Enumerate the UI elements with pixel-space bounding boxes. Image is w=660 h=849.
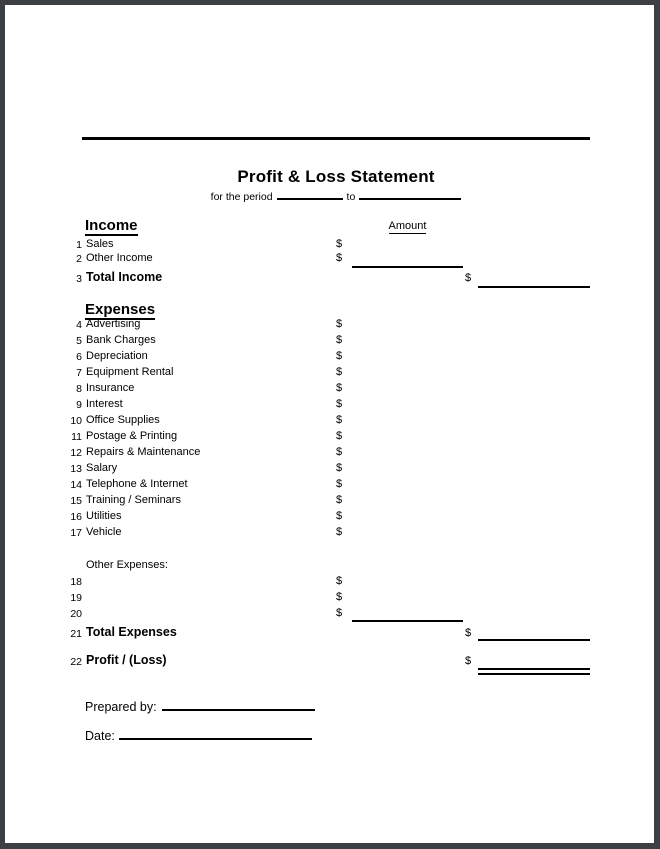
row-number: 10: [70, 415, 82, 427]
row-label: Postage & Printing: [86, 430, 178, 442]
expense-row: [0, 414, 660, 427]
currency-symbol: $: [336, 607, 343, 619]
expense-row: [0, 430, 660, 443]
other-expense-row: [0, 591, 660, 604]
currency-symbol: $: [336, 510, 343, 522]
other-expense-row: [0, 607, 660, 620]
expense-row: [0, 526, 660, 539]
date-blank[interactable]: [119, 726, 312, 740]
currency-symbol: $: [465, 272, 472, 284]
income-subtotal-line[interactable]: [352, 266, 463, 268]
row-label: Vehicle: [86, 526, 122, 538]
row-label: Depreciation: [86, 350, 148, 362]
row-label: Training / Seminars: [86, 494, 181, 506]
currency-symbol: $: [336, 350, 343, 362]
period-connector-label: to: [346, 191, 356, 203]
expense-row: [0, 398, 660, 411]
currency-symbol: $: [336, 366, 343, 378]
expense-row: [0, 366, 660, 379]
row-label: Equipment Rental: [86, 366, 174, 378]
row-label: Total Expenses: [86, 625, 177, 639]
currency-symbol: $: [336, 398, 343, 410]
row-number: 12: [70, 447, 82, 459]
row-number: 15: [70, 495, 82, 507]
expense-row: [0, 446, 660, 459]
row-number: 11: [71, 431, 82, 443]
row-number: 14: [70, 479, 82, 491]
row-number: 17: [70, 527, 82, 539]
row-label: Bank Charges: [86, 334, 156, 346]
expense-subtotal-line[interactable]: [352, 620, 463, 622]
row-label: Salary: [86, 462, 118, 474]
row-label: Advertising: [86, 318, 141, 330]
row-label: Insurance: [86, 382, 135, 394]
profit-loss-line-bottom: [478, 673, 590, 675]
currency-symbol: $: [336, 238, 343, 250]
date-label: Date:: [85, 729, 115, 743]
expense-row: [0, 318, 660, 331]
currency-symbol: $: [336, 430, 343, 442]
expense-row: [0, 334, 660, 347]
row-label: Profit / (Loss): [86, 653, 167, 667]
total-income-line[interactable]: [478, 286, 590, 288]
total-expenses-line[interactable]: [478, 639, 590, 641]
expenses-heading-text: Expenses: [85, 301, 156, 318]
row-label: Other Income: [86, 252, 153, 264]
currency-symbol: $: [336, 414, 343, 426]
currency-symbol: $: [336, 252, 343, 264]
total-expenses-row: [0, 625, 660, 640]
row-number: 3: [76, 273, 82, 285]
income-heading: [85, 218, 138, 236]
currency-symbol: $: [336, 575, 343, 587]
currency-symbol: $: [336, 318, 343, 330]
currency-symbol: $: [336, 334, 343, 346]
currency-symbol: $: [336, 446, 343, 458]
row-number: 13: [70, 463, 82, 475]
currency-symbol: $: [336, 526, 343, 538]
row-number: 9: [76, 399, 82, 411]
row-number: 6: [76, 351, 82, 363]
amount-header-text: Amount: [388, 220, 427, 232]
expense-row: [0, 510, 660, 523]
row-number: 8: [76, 383, 82, 395]
row-label: Utilities: [86, 510, 122, 522]
date-row: [85, 726, 312, 744]
header-rule: [82, 137, 590, 140]
period-end-blank[interactable]: [359, 188, 461, 200]
row-number: 19: [70, 592, 82, 604]
currency-symbol: $: [336, 494, 343, 506]
row-number: 16: [70, 511, 82, 523]
expense-row: [0, 382, 660, 395]
other-expenses-heading: Other Expenses:: [86, 559, 168, 571]
row-number: 4: [76, 319, 82, 331]
amount-column-header: [352, 220, 463, 234]
period-line: [82, 188, 590, 204]
row-number: 1: [76, 239, 82, 251]
currency-symbol: $: [465, 655, 472, 667]
row-label: Total Income: [86, 270, 163, 284]
row-label: Interest: [86, 398, 123, 410]
prepared-by-row: [85, 697, 315, 715]
currency-symbol: $: [336, 591, 343, 603]
row-label: Repairs & Maintenance: [86, 446, 201, 458]
expense-row: [0, 478, 660, 491]
expense-row: [0, 350, 660, 363]
row-number: 22: [70, 656, 82, 668]
total-income-row: [0, 270, 660, 285]
currency-symbol: $: [336, 462, 343, 474]
period-start-blank[interactable]: [277, 188, 343, 200]
currency-symbol: $: [336, 382, 343, 394]
expense-row: [0, 494, 660, 507]
row-number: 2: [76, 253, 82, 265]
row-number: 5: [76, 335, 82, 347]
row-number: 18: [70, 576, 82, 588]
period-prefix-label: for the period: [210, 191, 273, 203]
other-expense-row: [0, 575, 660, 588]
document-title: Profit & Loss Statement: [237, 167, 435, 186]
row-number: 21: [70, 628, 82, 640]
income-heading-text: Income: [85, 217, 138, 234]
currency-symbol: $: [465, 627, 472, 639]
expense-row: [0, 462, 660, 475]
prepared-by-blank[interactable]: [162, 697, 315, 711]
row-number: 20: [70, 608, 82, 620]
row-number: 7: [76, 367, 82, 379]
prepared-by-label: Prepared by:: [85, 700, 157, 714]
profit-loss-line-top[interactable]: [478, 668, 590, 670]
row-label: Telephone & Internet: [86, 478, 188, 490]
row-label: Sales: [86, 238, 114, 250]
currency-symbol: $: [336, 478, 343, 490]
income-row: [0, 252, 660, 265]
income-row: [0, 238, 660, 251]
row-label: Office Supplies: [86, 414, 160, 426]
profit-loss-row: [0, 653, 660, 668]
